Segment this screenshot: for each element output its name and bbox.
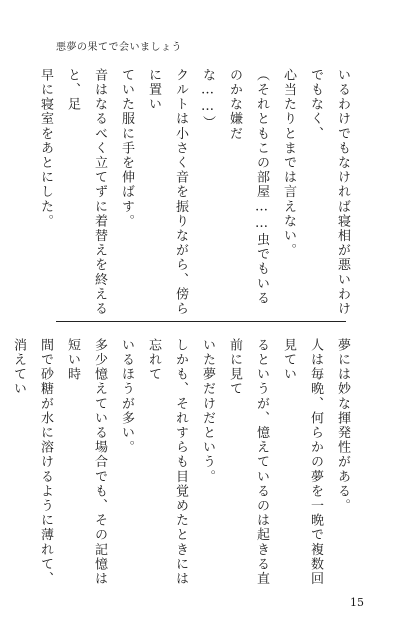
text-line: いた夢だけだという。 bbox=[200, 338, 215, 484]
section-divider bbox=[56, 321, 346, 322]
text-line: クルトは小さく音を振りながら、傍らに置い bbox=[146, 68, 188, 317]
text-line: （それともこの部屋……虫でもいるのかな嫌だ bbox=[227, 68, 269, 306]
upper-text-block bbox=[38, 68, 356, 318]
text-line: いるほうが多い。 bbox=[119, 338, 134, 455]
text-line: ていた服に手を伸ばす。 bbox=[119, 68, 134, 229]
text-line: 音はなるべく立てずに着替えを終えると、足 bbox=[65, 68, 107, 317]
text-line: いるわけでもなければ寝相が悪いわけでもなく、 bbox=[308, 68, 350, 317]
text-line: 早に寝室をあとにした。 bbox=[38, 68, 53, 229]
text-line: 心当たりとまでは言えない。 bbox=[281, 68, 296, 258]
text-line: 人は毎晩、何らかの夢を一晩で複数回見てい bbox=[281, 338, 323, 587]
running-header: 悪夢の果てで会いましょう bbox=[56, 42, 182, 53]
text-line: な……） bbox=[200, 68, 215, 131]
text-line: るというが、憶えているのは起きる直前に見て bbox=[227, 338, 269, 587]
text-line: しかも、それすらも目覚めたときには忘れて bbox=[146, 338, 188, 587]
page-number: 15 bbox=[350, 596, 364, 609]
text-line: 間で砂糖が水に溶けるように薄れて、消えてい bbox=[11, 338, 53, 587]
text-line: 夢には妙な揮発性がある。 bbox=[335, 338, 350, 514]
text-line: 多少憶えている場合でも、その記憶は短い時 bbox=[65, 338, 107, 587]
lower-text-block bbox=[11, 338, 356, 590]
